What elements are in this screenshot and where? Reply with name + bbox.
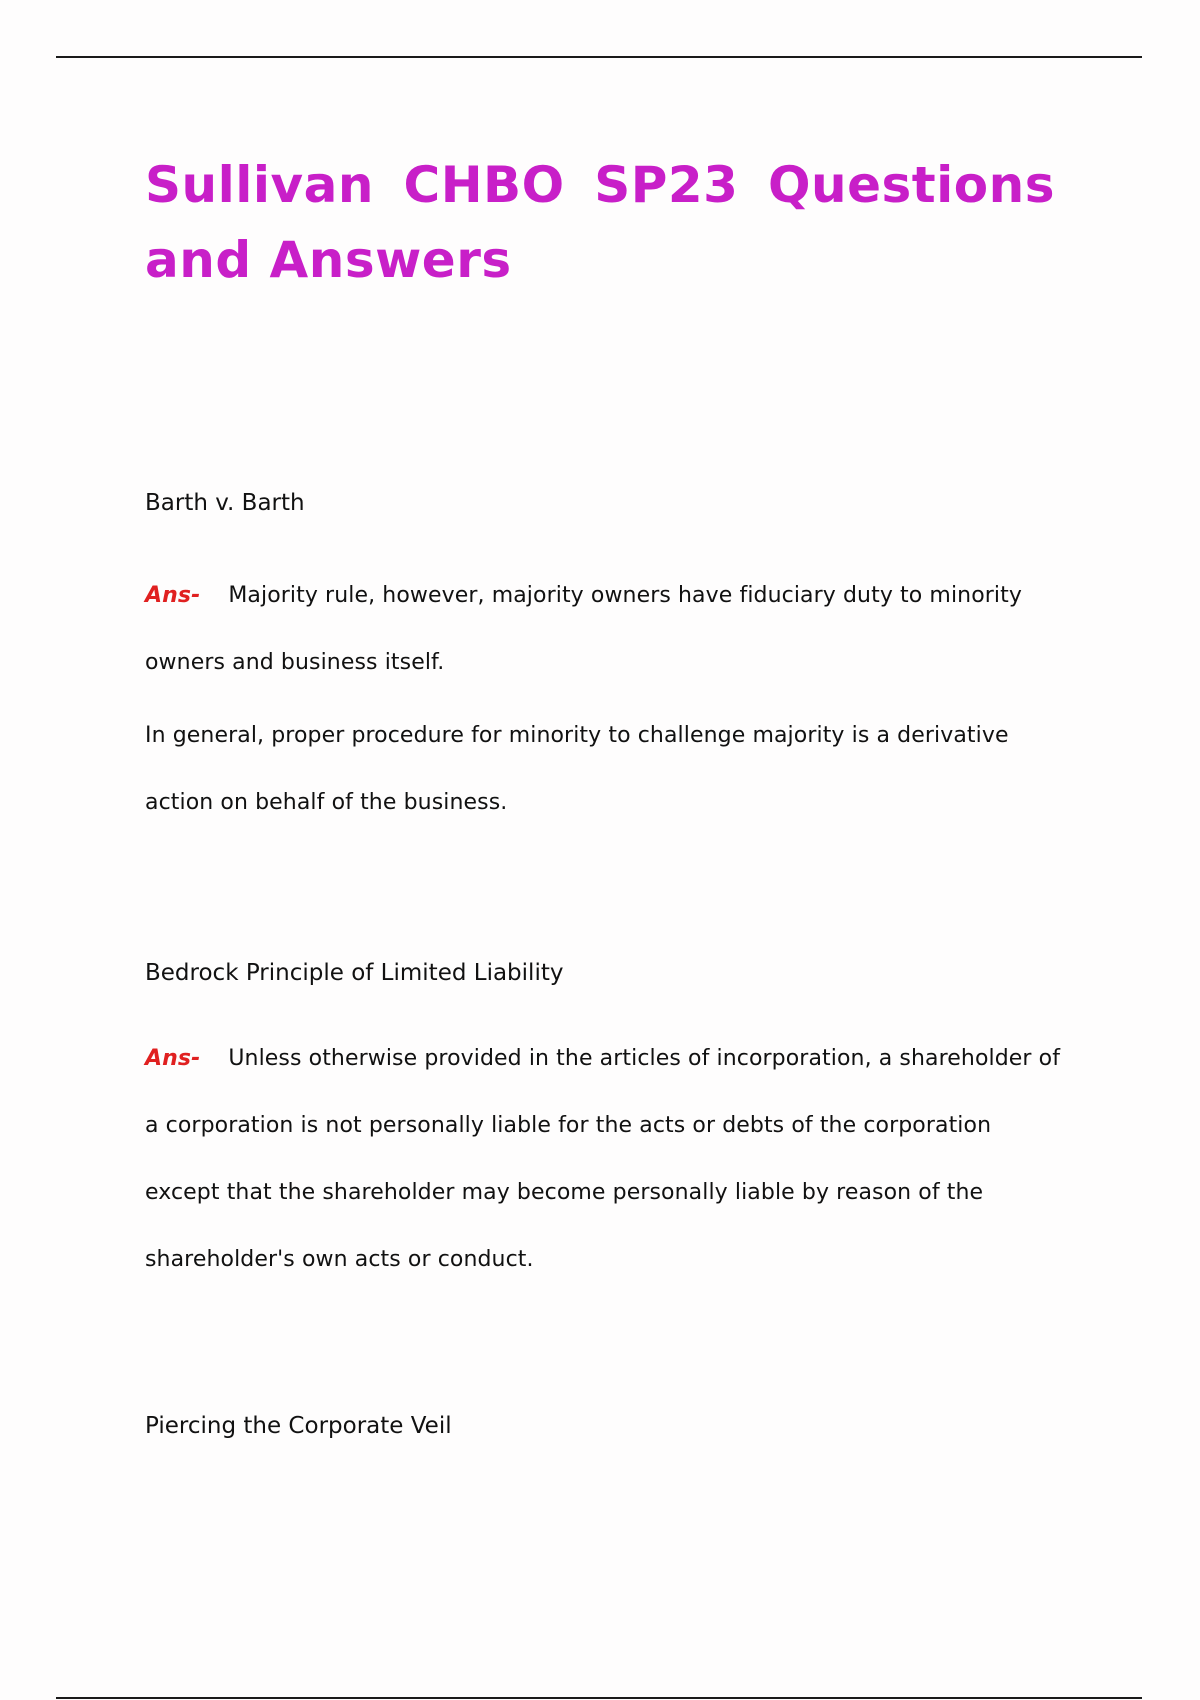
bottom-rule — [56, 1697, 1142, 1699]
top-rule — [56, 56, 1142, 58]
answer-label: Ans- — [145, 1046, 201, 1071]
question-text: Barth v. Barth — [145, 490, 305, 516]
qa-item-corporate-veil — [145, 1411, 1065, 1441]
qa-item-barth — [145, 488, 1065, 836]
qa-item-limited-liability — [145, 958, 1065, 1293]
answer-text: Majority rule, however, majority owners have fiduciary duty to minority owners and business itself. — [145, 583, 1022, 675]
answer-paragraph: In general, proper procedure for minority to challenge majority is a derivative action on behalf of the business. — [145, 723, 1009, 815]
answer-paragraph — [145, 1025, 1065, 1293]
answer-paragraph — [145, 562, 1065, 696]
answer-text: Unless otherwise provided in the articles of incorporation, a shareholder of a corporation is not personally liable for the acts or debts of the corporation except that the shareholder may become personally liable by reason of the shareholder's own acts or conduct. — [145, 1046, 1061, 1272]
answer-label: Ans- — [145, 583, 201, 608]
document-title: Sullivan CHBO SP23 Questions and Answers — [145, 156, 1055, 289]
question-text: Bedrock Principle of Limited Liability — [145, 960, 564, 986]
question-text: Piercing the Corporate Veil — [145, 1413, 452, 1439]
